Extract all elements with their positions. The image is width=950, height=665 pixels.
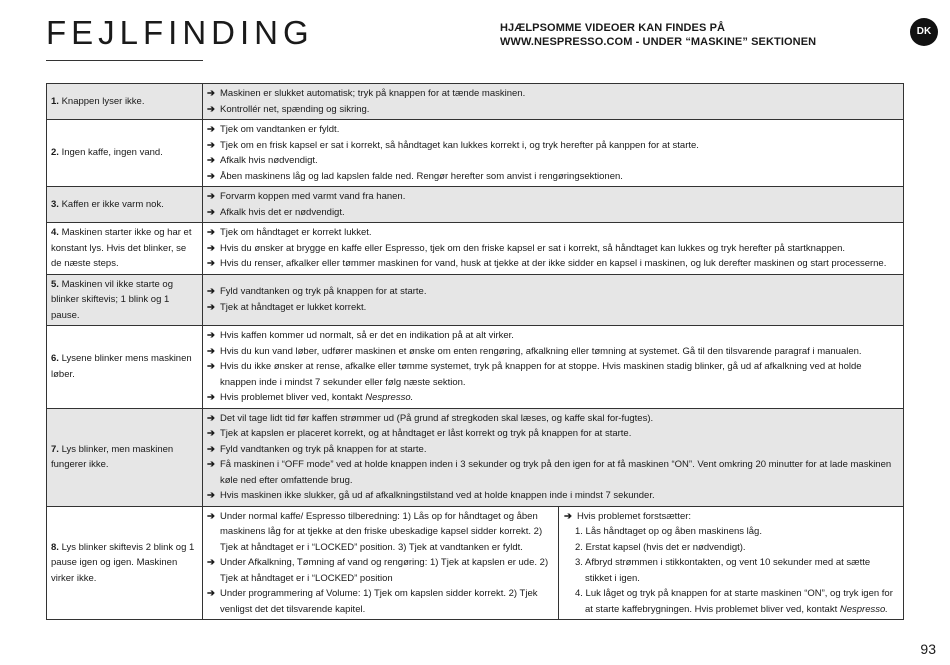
video-note-line2: WWW.NESPRESSO.COM - UNDER “MASKINE” SEKTIONEN	[500, 36, 817, 48]
video-note	[500, 21, 816, 49]
solution-text-content: Under programmering af Volume: 1) Tjek om kapslen sidder korrekt. 2) Tjek venligst det det tilsvarende kapitel.	[220, 588, 538, 615]
solution-item	[207, 153, 899, 169]
solution-item	[207, 189, 899, 205]
table-row	[47, 506, 904, 620]
solution-text-content: Få maskinen i “OFF mode” ved at holde knappen inden i 3 sekunder og tryk på den igen for at få maskinen “ON”. Vent omkring 20 minutter for at lade maskinen køle ned efter omfattende brug.	[220, 459, 892, 486]
problem-number: 8.	[51, 541, 59, 553]
solution-text-content: Hvis kaffen kommer ud normalt, så er det en indikation på at alt virker.	[220, 330, 514, 341]
solution-text	[220, 256, 899, 272]
solution-text	[220, 390, 899, 406]
solution-text	[577, 509, 899, 525]
arrow-icon: ➔	[207, 155, 215, 166]
table-row	[47, 408, 904, 506]
solution-item	[207, 426, 899, 442]
solution-item	[207, 256, 899, 272]
arrow-icon: ➔	[207, 227, 215, 238]
solution-text-content: Under Afkalkning, Tømning af vand og rengøring: 1) Tjek at kapslen er ude. 2) Tjek at håndtaget er i “LOCKED” position	[220, 557, 549, 584]
solution-text	[220, 359, 899, 390]
solutions-cell	[203, 408, 904, 506]
problem-cell	[47, 408, 203, 506]
solution-text	[220, 153, 899, 169]
solution-text	[220, 241, 899, 257]
problem-text: Maskinen starter ikke og har et konstant lys. Hvis det blinker, se de næste steps.	[51, 227, 192, 269]
solution-text-content: Kontrollér net, spænding og sikring.	[220, 103, 370, 115]
problem-number: 4.	[51, 227, 59, 238]
solutions-right-column	[559, 509, 899, 618]
solution-text	[220, 442, 899, 458]
arrow-icon: ➔	[207, 242, 215, 254]
solution-text	[220, 457, 899, 488]
table-row	[47, 223, 904, 275]
arrow-icon: ➔	[207, 510, 215, 522]
solution-item	[207, 359, 899, 390]
solution-text-content: Afkalk hvis nødvendigt.	[220, 155, 318, 166]
problem-cell	[47, 223, 203, 275]
arrow-icon: ➔	[207, 88, 215, 99]
solution-text	[220, 300, 899, 316]
step-item	[564, 586, 899, 617]
table-row	[47, 120, 904, 187]
solution-text-content: Hvis du kun vand løber, udfører maskinen et ønske om enten rengøring, afkalkning eller tømning at systemet. Gå til den tilsvarende paragraf i manualen.	[220, 345, 862, 357]
step-item	[564, 555, 899, 586]
solution-text-content: Hvis du ønsker at brygge en kaffe eller Espresso, tjek om den friske kapsel er sat i korrekt, så håndtaget kan lukkes og tryk herefter på startknappen.	[220, 242, 846, 254]
problem-number: 2.	[51, 147, 59, 159]
solution-item	[207, 86, 899, 102]
arrow-icon: ➔	[207, 191, 215, 202]
solution-text-content: Forvarm koppen med varmt vand fra hanen.	[220, 191, 406, 202]
solution-text	[220, 284, 899, 300]
solution-item	[564, 509, 899, 525]
arrow-icon: ➔	[207, 459, 215, 470]
step-text	[575, 540, 899, 556]
problem-cell	[47, 506, 203, 620]
arrow-icon: ➔	[207, 301, 215, 313]
solution-text-content: Fyld vandtanken og tryk på knappen for at starte.	[220, 443, 427, 455]
solution-item	[207, 138, 899, 154]
solution-item	[207, 225, 899, 241]
arrow-icon: ➔	[207, 557, 215, 568]
solution-text	[220, 102, 899, 118]
solution-text	[220, 225, 899, 241]
problem-cell	[47, 120, 203, 187]
solution-item	[207, 488, 899, 504]
solution-item	[207, 344, 899, 360]
solution-text-content: Hvis maskinen ikke slukker, gå ud af afkalkningstilstand ved at holde knappen inde i mindst 7 sekunder.	[220, 490, 655, 501]
arrow-icon: ➔	[207, 345, 215, 357]
problem-text: Lys blinker, men maskinen fungerer ikke.	[51, 443, 174, 470]
table-row	[47, 274, 904, 326]
arrow-icon: ➔	[207, 490, 215, 501]
table-row	[47, 84, 904, 120]
solution-item	[207, 122, 899, 138]
problem-number: 6.	[51, 353, 59, 365]
solution-text-content: Afkalk hvis det er nødvendigt.	[220, 206, 345, 218]
step-text	[575, 586, 899, 617]
solution-item	[207, 300, 899, 316]
solution-text	[220, 86, 899, 102]
table-row	[47, 187, 904, 223]
solution-text	[220, 169, 899, 185]
solution-text-content: Det vil tage lidt tid før kaffen strømmer ud (På grund af stregkoden skal læses, og kaffe skal for-fugtes).	[220, 412, 654, 424]
solution-item	[207, 169, 899, 185]
solution-text-content: Hvis problemet forstsætter:	[577, 510, 692, 522]
video-note-line1: HJÆLPSOMME VIDEOER KAN FINDES PÅ	[500, 22, 726, 34]
step-text-content: 1. Lås håndtaget op og åben maskinens låg.	[575, 526, 762, 537]
solutions-cell	[203, 274, 904, 326]
solution-item	[207, 390, 899, 406]
language-badge: DK	[910, 18, 938, 46]
step-text	[575, 555, 899, 586]
arrow-icon: ➔	[207, 428, 215, 439]
problem-text: Ingen kaffe, ingen vand.	[61, 147, 163, 159]
solution-text	[220, 509, 553, 556]
step-text-content: 4. Luk låget og tryk på knappen for at starte maskinen “ON”, og tryk igen for at starte kaffebrygningen. Hvis problemet bliver ved, kontakt	[575, 588, 893, 615]
arrow-icon: ➔	[207, 103, 215, 115]
solution-text-content: Åben maskinens låg og lad kapslen falde ned. Rengør herefter som anvist i rengøringsektionen.	[220, 170, 623, 182]
arrow-icon: ➔	[207, 206, 215, 218]
solution-text-content: Hvis problemet bliver ved, kontakt	[220, 392, 366, 403]
arrow-icon: ➔	[207, 412, 215, 424]
arrow-icon: ➔	[207, 588, 215, 599]
page-title: FEJLFINDING	[46, 14, 314, 51]
arrow-icon: ➔	[207, 443, 215, 455]
brand-name: Nespresso.	[365, 392, 414, 403]
solution-text-content: Tjek at håndtaget er lukket korrekt.	[220, 301, 367, 313]
solution-item	[207, 555, 553, 586]
troubleshooting-table	[46, 83, 904, 620]
solution-text-content: Tjek om en frisk kapsel er sat i korrekt, så håndtaget kan lukkes korrekt i, og tryk herefter på kanppen for at starte.	[220, 139, 699, 151]
problem-number: 5.	[51, 278, 59, 290]
arrow-icon: ➔	[207, 361, 215, 372]
solution-text-content: Tjek om håndtaget er korrekt lukket.	[220, 227, 372, 238]
solution-text	[220, 344, 899, 360]
solution-text	[220, 586, 553, 617]
solution-text	[220, 189, 899, 205]
arrow-icon: ➔	[207, 392, 215, 403]
solution-item	[207, 442, 899, 458]
solution-item	[207, 328, 899, 344]
problem-number: 7.	[51, 443, 59, 455]
arrow-icon: ➔	[207, 139, 215, 151]
page-number: 93	[920, 641, 936, 657]
solutions-cell	[203, 120, 904, 187]
solution-text-content: Hvis du ikke ønsker at rense, afkalke eller tømme systemet, tryk på knappen for at stoppe. Hvis maskinen stadig blinker, gå ud af afkalkning ved at holde knappen inde i mindst 7 sekunder eller følg næste sektion.	[220, 361, 862, 388]
problem-text: Lys blinker skiftevis 2 blink og 1 pause igen og igen. Maskinen virker ikke.	[51, 541, 195, 584]
solutions-cell	[203, 187, 904, 223]
title-underline	[46, 60, 203, 61]
problem-cell	[47, 326, 203, 409]
solution-item	[207, 241, 899, 257]
solution-text	[220, 426, 899, 442]
troubleshooting-table-body	[47, 84, 904, 620]
solution-item	[207, 509, 553, 556]
problem-cell	[47, 84, 203, 120]
step-text-content: 3. Afbryd strømmen i stikkontakten, og vent 10 sekunder med at sætte stikket i igen.	[575, 557, 871, 584]
arrow-icon: ➔	[564, 510, 572, 522]
solution-text	[220, 138, 899, 154]
arrow-icon: ➔	[207, 170, 215, 182]
solution-text-content: Tjek om vandtanken er fyldt.	[220, 124, 340, 135]
solution-text	[220, 488, 899, 504]
step-item	[564, 524, 899, 540]
solution-item	[207, 284, 899, 300]
solution-text-content: Under normal kaffe/ Espresso tilberedning: 1) Lås op for håndtaget og åben maskinens låg for at tjekke at den friske ubeskadige kapsel sidder korrekt. 2) Tjek at håndtaget er i “LOCKED” position. 3) Tjek at vandtanken er fyldt.	[220, 510, 543, 553]
solutions-split	[207, 509, 899, 618]
solution-text-content: Fyld vandtanken og tryk på knappen for at starte.	[220, 286, 427, 298]
arrow-icon: ➔	[207, 330, 215, 341]
problem-cell	[47, 187, 203, 223]
solution-text	[220, 205, 899, 221]
solution-text-content: Tjek at kapslen er placeret korrekt, og at håndtaget er låst korrekt og tryk på knappen for at starte.	[220, 428, 632, 439]
problem-text: Knappen lyser ikke.	[61, 95, 145, 107]
solution-text	[220, 328, 899, 344]
step-item	[564, 540, 899, 556]
solution-text-content: Hvis du renser, afkalker eller tømmer maskinen for vand, husk at tjekke at der ikke sidder en kapsel i maskinen, og luk derefter maskinen og start processerne.	[220, 258, 887, 269]
solution-item	[207, 457, 899, 488]
arrow-icon: ➔	[207, 124, 215, 135]
solution-item	[207, 102, 899, 118]
problem-text: Maskinen vil ikke starte og blinker skiftevis; 1 blink og 1 pause.	[51, 278, 173, 321]
problem-number: 1.	[51, 95, 59, 107]
solution-item	[207, 586, 553, 617]
table-row	[47, 326, 904, 409]
solutions-cell	[203, 223, 904, 275]
solution-item	[207, 411, 899, 427]
brand-name: Nespresso.	[839, 603, 888, 615]
solutions-cell	[203, 84, 904, 120]
step-text-content: 2. Erstat kapsel (hvis det er nødvendigt).	[575, 541, 746, 553]
step-text	[575, 524, 899, 540]
problem-cell	[47, 274, 203, 326]
solution-item	[207, 205, 899, 221]
problem-number: 3.	[51, 198, 59, 210]
problem-text: Lysene blinker mens maskinen løber.	[51, 353, 192, 380]
solutions-left-column	[207, 507, 559, 620]
solution-text	[220, 122, 899, 138]
solution-text	[220, 411, 899, 427]
problem-text: Kaffen er ikke varm nok.	[61, 198, 164, 210]
arrow-icon: ➔	[207, 286, 215, 298]
arrow-icon: ➔	[207, 258, 215, 269]
solutions-cell	[203, 326, 904, 409]
solution-text-content: Maskinen er slukket automatisk; tryk på knappen for at tænde maskinen.	[220, 88, 526, 99]
solutions-cell	[203, 506, 904, 620]
solution-text	[220, 555, 553, 586]
